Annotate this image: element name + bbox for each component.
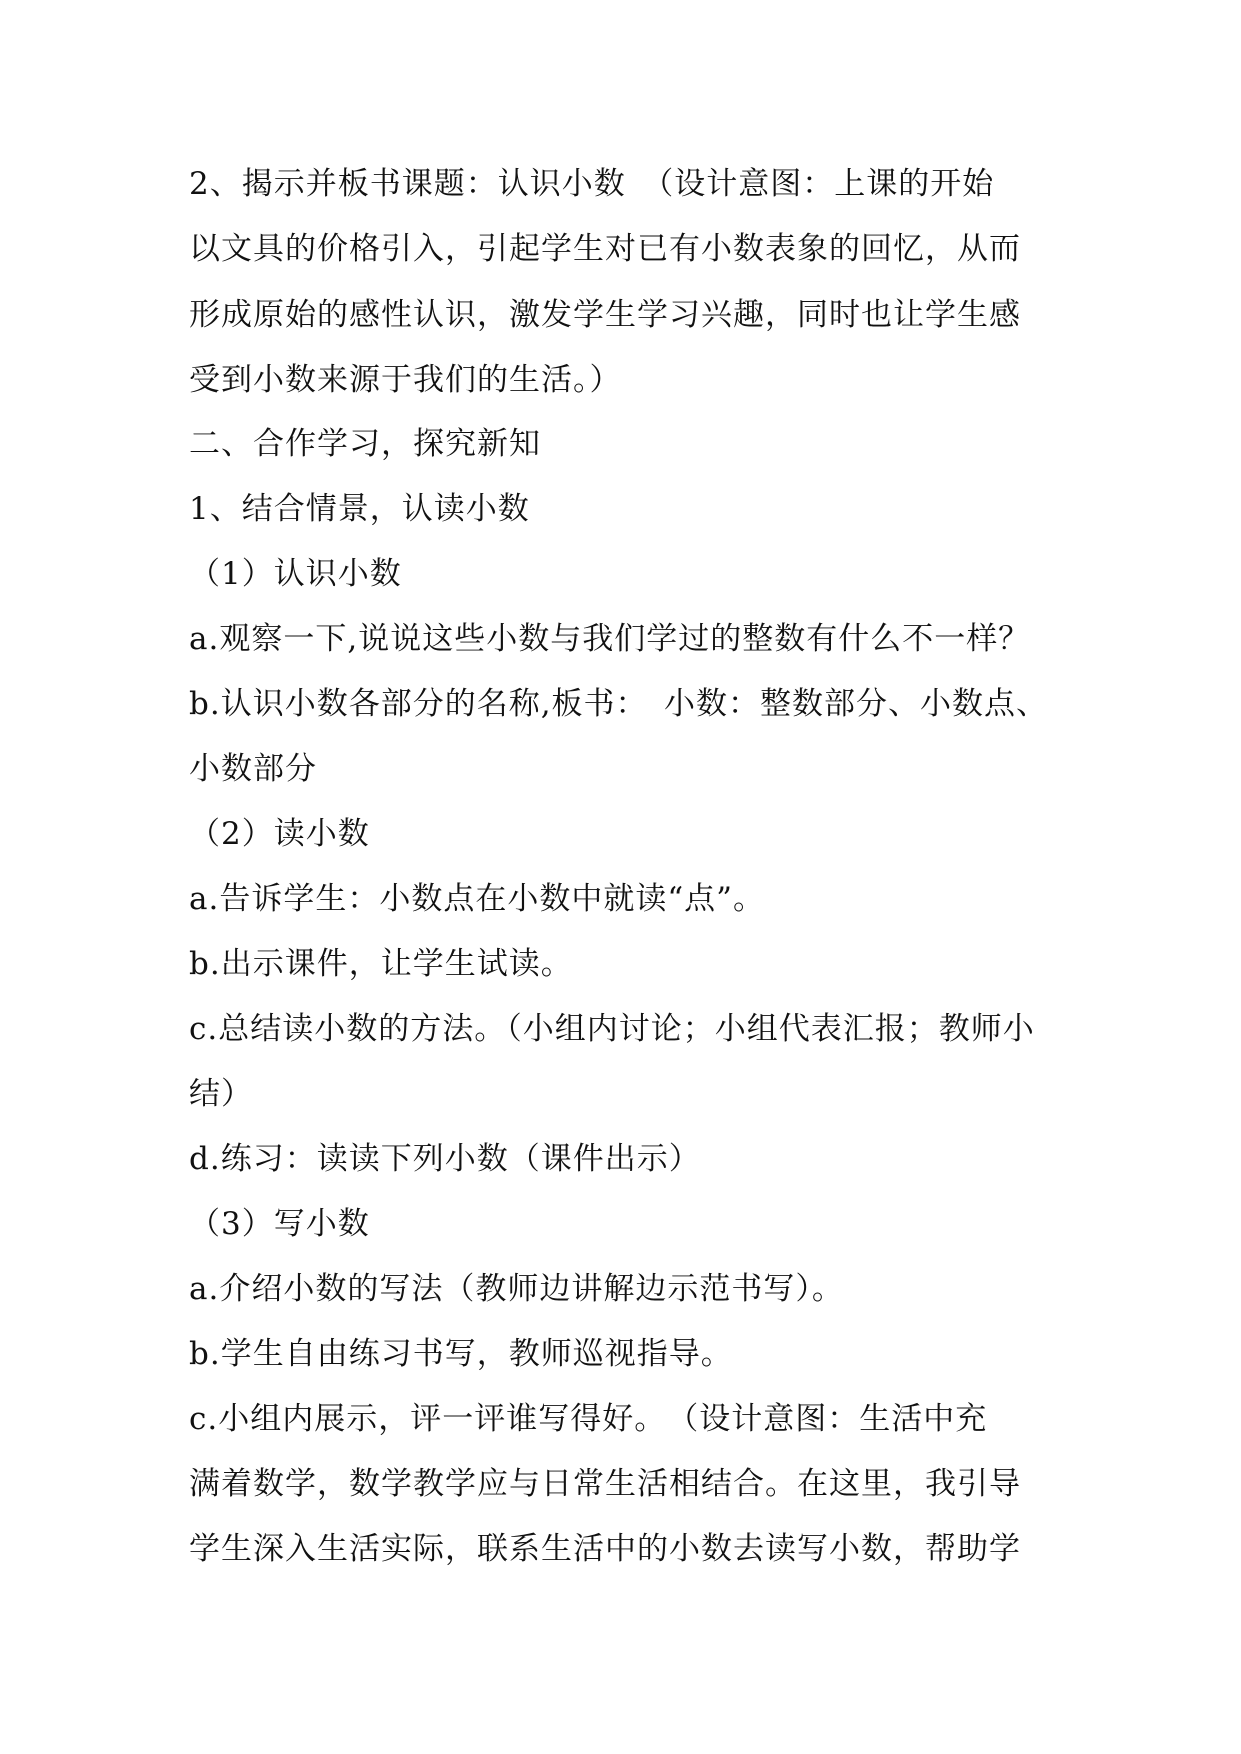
subsection-heading: （3）写小数	[189, 1206, 370, 1242]
text-line: c.小组内展示，评一评谁写得好。 （设计意图：生活中充	[189, 1401, 988, 1437]
text-line: 受到小数来源于我们的生活。）	[189, 362, 622, 398]
text-line: d.练习：读读下列小数（课件出示）	[189, 1141, 701, 1177]
text-line: 满着数学，数学教学应与日常生活相结合。在这里，我引导	[189, 1466, 1021, 1502]
text-line: 2、揭示并板书课题：认识小数 （设计意图：上课的开始	[189, 166, 995, 202]
text-line: 形成原始的感性认识，激发学生学习兴趣，同时也让学生感	[189, 297, 1021, 333]
text-line: a.介绍小数的写法（教师边讲解边示范书写）。	[189, 1271, 844, 1307]
text-line: b.学生自由练习书写，教师巡视指导。	[189, 1336, 733, 1372]
subsection-heading: （2）读小数	[189, 816, 370, 852]
subsection-heading: 1、结合情景，认读小数	[189, 491, 530, 527]
text-line: a.告诉学生：小数点在小数中就读“点”。	[189, 881, 766, 917]
text-line: b.出示课件，让学生试读。	[189, 946, 573, 982]
subsection-heading: （1）认识小数	[189, 556, 402, 592]
text-line: 学生深入生活实际，联系生活中的小数去读写小数，帮助学	[189, 1531, 1021, 1567]
text-line: b.认识小数各部分的名称,板书： 小数：整数部分、小数点、	[189, 686, 1049, 722]
text-line: 结）	[189, 1076, 253, 1112]
section-heading: 二、合作学习，探究新知	[189, 426, 541, 462]
text-line: 以文具的价格引入，引起学生对已有小数表象的回忆，从而	[189, 231, 1021, 267]
text-line: c.总结读小数的方法。（小组内讨论；小组代表汇报；教师小	[189, 1011, 1035, 1047]
text-line: a.观察一下,说说这些小数与我们学过的整数有什么不一样？	[189, 621, 1031, 657]
text-line: 小数部分	[189, 751, 317, 787]
